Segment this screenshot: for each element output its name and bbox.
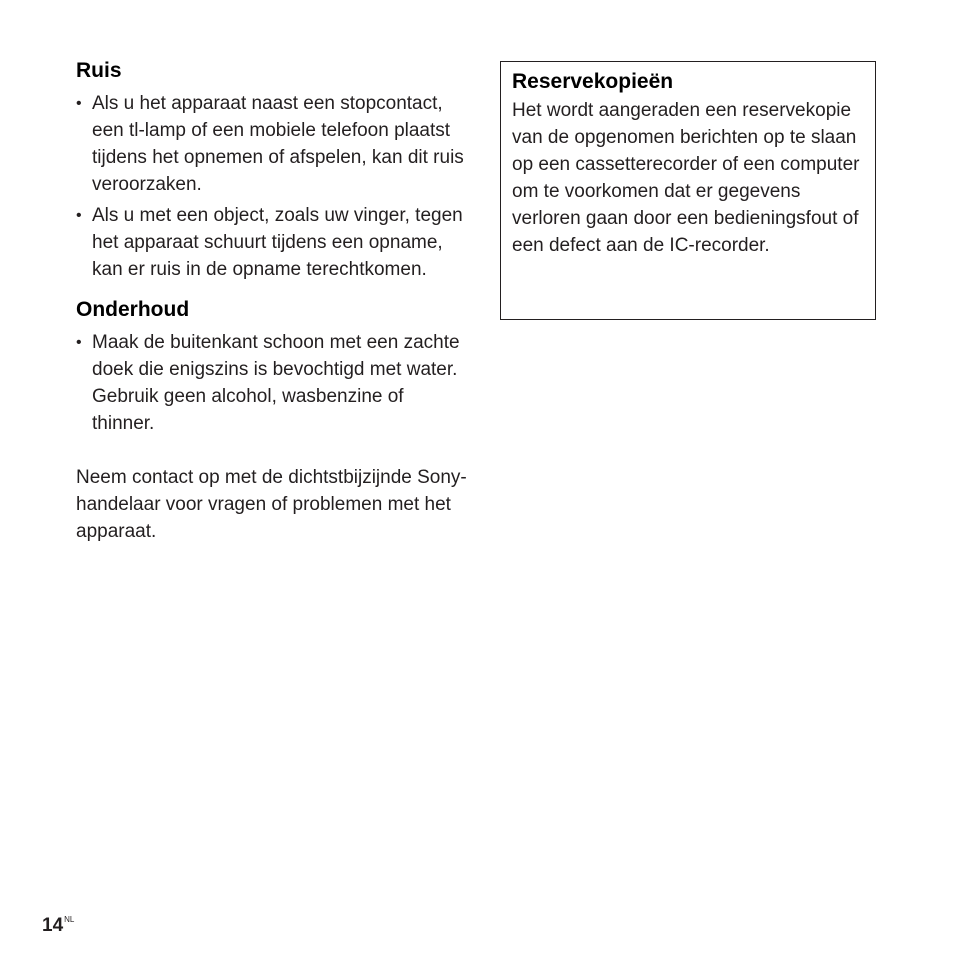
bullet-list-onderhoud (76, 329, 468, 437)
list-item-text: Als u met een object, zoals uw vinger, tegen het apparaat schuurt tijdens een opname, kan er ruis in de opname terechtkomen. (92, 205, 463, 280)
contact-note: Neem contact op met de dichtstbijzijnde Sony-handelaar voor vragen of problemen met het apparaat. (76, 467, 467, 542)
reservekopieen-box (500, 61, 876, 320)
list-item-text: Maak de buitenkant schoon met een zachte doek die enigszins is bevochtigd met water. Gebruik geen alcohol, wasbenzine of thinner. (92, 332, 460, 434)
bullet-icon: • (76, 207, 82, 224)
bullet-icon: • (76, 95, 82, 112)
list-item (76, 329, 468, 437)
box-body: Het wordt aangeraden een reservekopie van de opgenomen berichten op te slaan op een cassetterecorder of een computer om te voorkomen dat er gegevens verloren gaan door een bedieningsfout of een defect aan de IC-recorder. (512, 100, 860, 256)
bullet-list-ruis (76, 90, 468, 283)
section-onderhoud (76, 297, 468, 545)
bullet-icon: • (76, 334, 82, 351)
list-item (76, 202, 468, 283)
left-column (76, 58, 468, 545)
page-number (42, 909, 74, 937)
section-ruis (76, 58, 468, 283)
list-item (76, 90, 468, 198)
section-heading-onderhoud: Onderhoud (76, 298, 190, 321)
page-number-value: 14 (42, 915, 64, 936)
language-code: NL (64, 915, 75, 924)
list-item-text: Als u het apparaat naast een stopcontact, een tl-lamp of een mobiele telefoon plaatst tijdens het opnemen of afspelen, kan dit ruis veroorzaken. (92, 93, 464, 195)
box-heading: Reservekopieën (512, 70, 674, 93)
section-heading-ruis: Ruis (76, 59, 122, 82)
